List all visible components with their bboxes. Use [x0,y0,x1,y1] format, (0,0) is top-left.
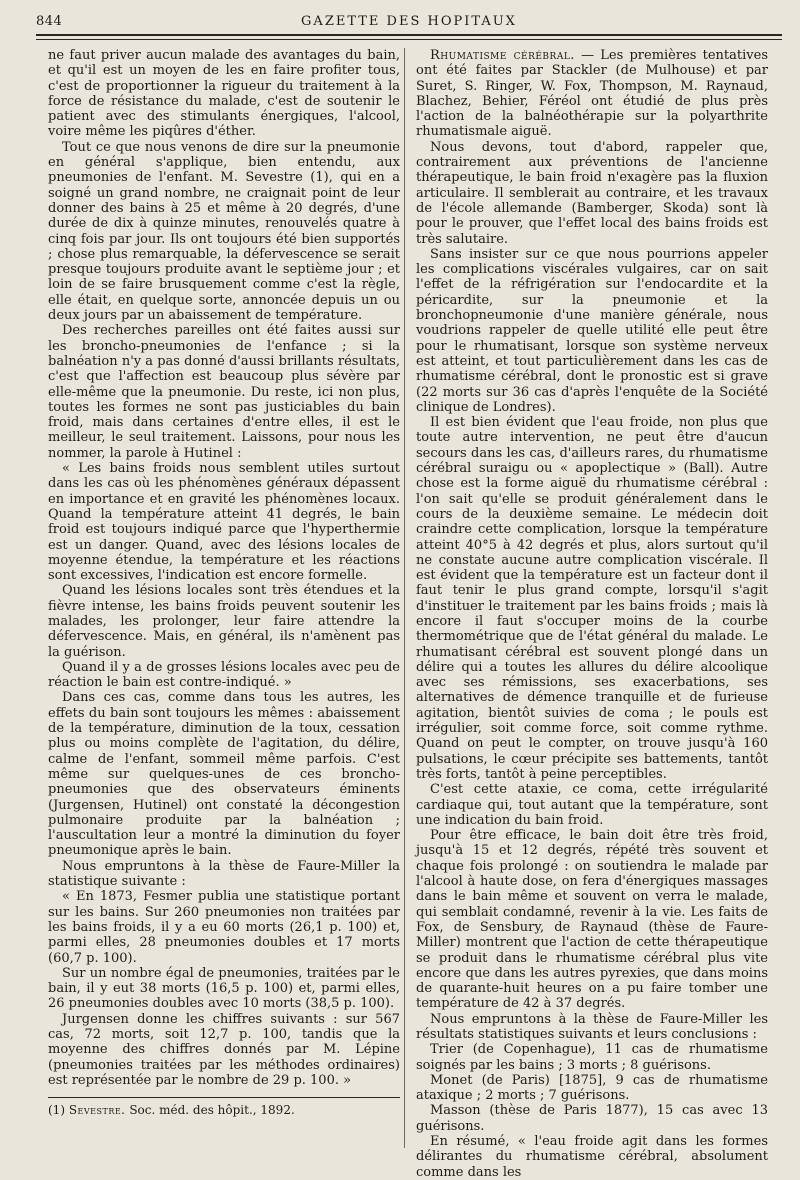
paragraph: Tout ce que nous venons de dire sur la pneumonie en général s'applique, bien entendu, aux pneumonies de l'enfant. M. Sevestre (1), qui en a soigné un grand nombre, ne craignait point de leur donner des bains à 25 et même à 20 degrés, d'une durée de dix à quinze minutes, renouvelés quatre à cinq fois par jour. Ils ont toujours été bien supportés ; chose plus remarquable, la défervescence se serait presque toujours produite avant le septième jour ; et loin de se faire brusquement comme c'est la règle, elle était, en quelque sorte, annoncée depuis un ou deux jours par un abaissement de température. [48,139,400,324]
statistic-item: Monet (de Paris) [1875], 9 cas de rhumatisme ataxique ; 2 morts ; 7 guérisons. [416,1072,768,1104]
section-opening-text: — Les premières tentatives ont été faites par Stackler (de Mulhouse) et par Suret, S. Ringer, W. Fox, Thompson, M. Raynaud, Blachez, Behier, Féréol ont étudié de plus près l'action de la balnéothérapie sur la polyarthrite rhumatismale aiguë. [416,48,768,140]
footnote [48,1103,400,1117]
page-header [36,12,782,34]
header-rule-thick [36,34,782,36]
paragraph: Dans ces cas, comme dans tous les autres, les effets du bain sont toujours les mêmes : abaissement de la température, diminution de la toux, cessation plus ou moins complète de l'agitation, du délire, calme de l'enfant, sommeil même parfois. C'est même sur quelques-unes de ces broncho-pneumonies que des observateurs éminents (Jurgensen, Hutinel) ont constaté la décongestion pulmonaire produite par la balnéation ; l'auscultation leur a montré la diminution du foyer pneumonique après le bain. [48,690,400,859]
statistic-item: Masson (thèse de Paris 1877), 15 cas avec 13 guérisons. [416,1103,768,1134]
paragraph: Nous empruntons à la thèse de Faure-Miller les résultats statistiques suivants et leurs conclusions : [416,1011,768,1042]
column-divider [404,48,405,1148]
quote-paragraph: Jurgensen donne les chiffres suivants : sur 567 cas, 72 morts, soit 12,7 p. 100, tandis que la moyenne des chiffres donnés par M. Lépine (pneumonies traitées par les méthodes ordinaires) est représentée par le nombre de 29 p. 100. » [48,1011,400,1088]
quote-paragraph: Sur un nombre égal de pneumonies, traitées par le bain, il y eut 38 morts (16,5 p. 100) et, parmi elles, 26 pneumonies doubles avec 10 morts (38,5 p. 100). [48,965,400,1012]
header-rule-thin [36,39,782,40]
section-opening-paragraph [416,48,768,140]
right-column [416,48,768,1180]
left-column [48,48,400,1088]
paragraph: Nous devons, tout d'abord, rappeler que, contrairement aux préventions de l'ancienne thérapeutique, le bain froid n'exagère pas la fluxion articulaire. Il semblerait au contraire, et les travaux de l'école allemande (Bamberger, Skoda) sont là pour le prouver, que l'effet local des bains froids est très salutaire. [416,139,768,247]
page-number: 844 [36,14,63,29]
footnote-marker: (1) [48,1103,65,1117]
quote-paragraph: Quand les lésions locales sont très étendues et la fièvre intense, les bains froids peuvent soutenir les malades, les prolonger, leur faire attendre la défervescence. Mais, en général, ils n'amènent pas la guérison. [48,583,400,660]
paragraph: Nous empruntons à la thèse de Faure-Miller la statistique suivante : [48,858,400,890]
footnote-author: Sevestre. [68,1103,126,1117]
paragraph: Des recherches pareilles ont été faites aussi sur les broncho-pneumonies de l'enfance ; si la balnéation n'y a pas donné d'aussi brillants résultats, c'est que l'affection est beaucoup plus sévère par elle-même que la pneumonie. Du reste, ici non plus, toutes les formes ne sont pas justiciables du bain froid, mais dans certaines d'entre elles, il est le meilleur, le seul traitement. Laissons, pour nous les nommer, la parole à Hutinel : [48,323,400,461]
footnote-text: Soc. méd. des hôpit., 1892. [129,1103,295,1117]
section-title: Rhumatisme cérébral. [430,48,575,63]
quote-paragraph: Quand il y a de grosses lésions locales avec peu de réaction le bain est contre-indiqué. » [48,659,400,691]
statistic-item: Trier (de Copenhague), 11 cas de rhumatisme soignés par les bains ; 3 morts ; 8 guérisons. [416,1042,768,1073]
paragraph: Pour être efficace, le bain doit être très froid, jusqu'à 15 et 12 degrés, répété très souvent et chaque fois prolongé : on soutiendra le malade par l'alcool à haute dose, on fera d'énergiques massages dans le bain même et souvent on verra le malade, qui semblait condamné, revenir à la vie. Les faits de Fox, de Sensbury, de Raynaud (thèse de Faure-Miller) montrent que l'action de cette thérapeutique se produit dans le rhumatisme cérébral plus vite encore que dans les autres pyrexies, que dans moins de quarante-huit heures on a pu faire tomber une température de 42 à 37 degrés. [416,828,768,1012]
footnote-rule [48,1097,400,1098]
quote-paragraph: « En 1873, Fesmer publia une statistique portant sur les bains. Sur 260 pneumonies non traitées par les bains froids, il y a eu 60 morts (26,1 p. 100) et, parmi elles, 28 pneumonies doubles et 17 morts (60,7 p. 100). [48,889,400,966]
paragraph: Sans insister sur ce que nous pourrions appeler les complications viscérales vulgaires, car on sait l'effet de la réfrigération sur l'endocardite et la péricardite, sur la pneumonie et la bronchopneumonie d'une manière générale, nous voudrions rappeler de quelle utilité elle peut être pour le rhumatisant, lorsque son système nerveux est atteint, et tout particulièrement dans les cas de rhumatisme cérébral, dont le pronostic est si grave (22 morts sur 36 cas d'après l'enquête de la Société clinique de Londres). [416,246,768,415]
paragraph: ne faut priver aucun malade des avantages du bain, et qu'il est un moyen de les en faire profiter tous, c'est de proportionner la rigueur du traitement à la force de résistance du malade, c'est de soutenir le patient avec des stimulants énergiques, l'alcool, voire même les piqûres d'éther. [48,48,400,140]
paragraph: En résumé, « l'eau froide agit dans les formes délirantes du rhumatisme cérébral, absolument comme dans les [416,1134,768,1180]
quote-paragraph: « Les bains froids nous semblent utiles surtout dans les cas où les phénomènes généraux dépassent en importance et en gravité les phénomènes locaux. Quand la température atteint 41 degrés, le bain froid est toujours indiqué parce que l'hyperthermie est un danger. Quand, avec des lésions locales de moyenne étendue, la température et les réactions sont excessives, l'indication est encore formelle. [48,461,400,584]
paragraph: C'est cette ataxie, ce coma, cette irrégularité cardiaque qui, tout autant que la température, sont une indication du bain froid. [416,782,768,828]
journal-title: GAZETTE DES HOPITAUX [301,14,517,29]
paragraph: Il est bien évident que l'eau froide, non plus que toute autre intervention, ne peut être d'aucun secours dans les cas, d'ailleurs rares, du rhumatisme cérébral suraigu ou « apoplectique » (Ball). Autre chose est la forme aiguë du rhumatisme cérébral : l'on sait qu'elle se produit généralement dans le cours de la deuxième semaine. Le médecin doit craindre cette complication, lorsque la température atteint 40°5 à 42 degrés et plus, alors surtout qu'il ne constate aucune autre complication viscérale. Il est évident que la température est un facteur dont il faut tenir le plus grand compte, lorsqu'il s'agit d'instituer le traitement par les bains froids ; mais là encore il faut s'occuper moins de la courbe thermométrique que de l'état général du malade. Le rhumatisant cérébral est souvent plongé dans un délire qui a toutes les allures du délire alcoolique avec ses rémissions, ses exacerbations, ses alternatives de démence tranquille et de furieuse agitation, bientôt suivies de coma ; le pouls est irrégulier, soit comme force, soit comme rythme. Quand on peut le compter, on trouve jusqu'à 160 pulsations, le cœur précipite ses battements, tantôt très forts, tantôt à peine perceptibles. [416,415,768,782]
